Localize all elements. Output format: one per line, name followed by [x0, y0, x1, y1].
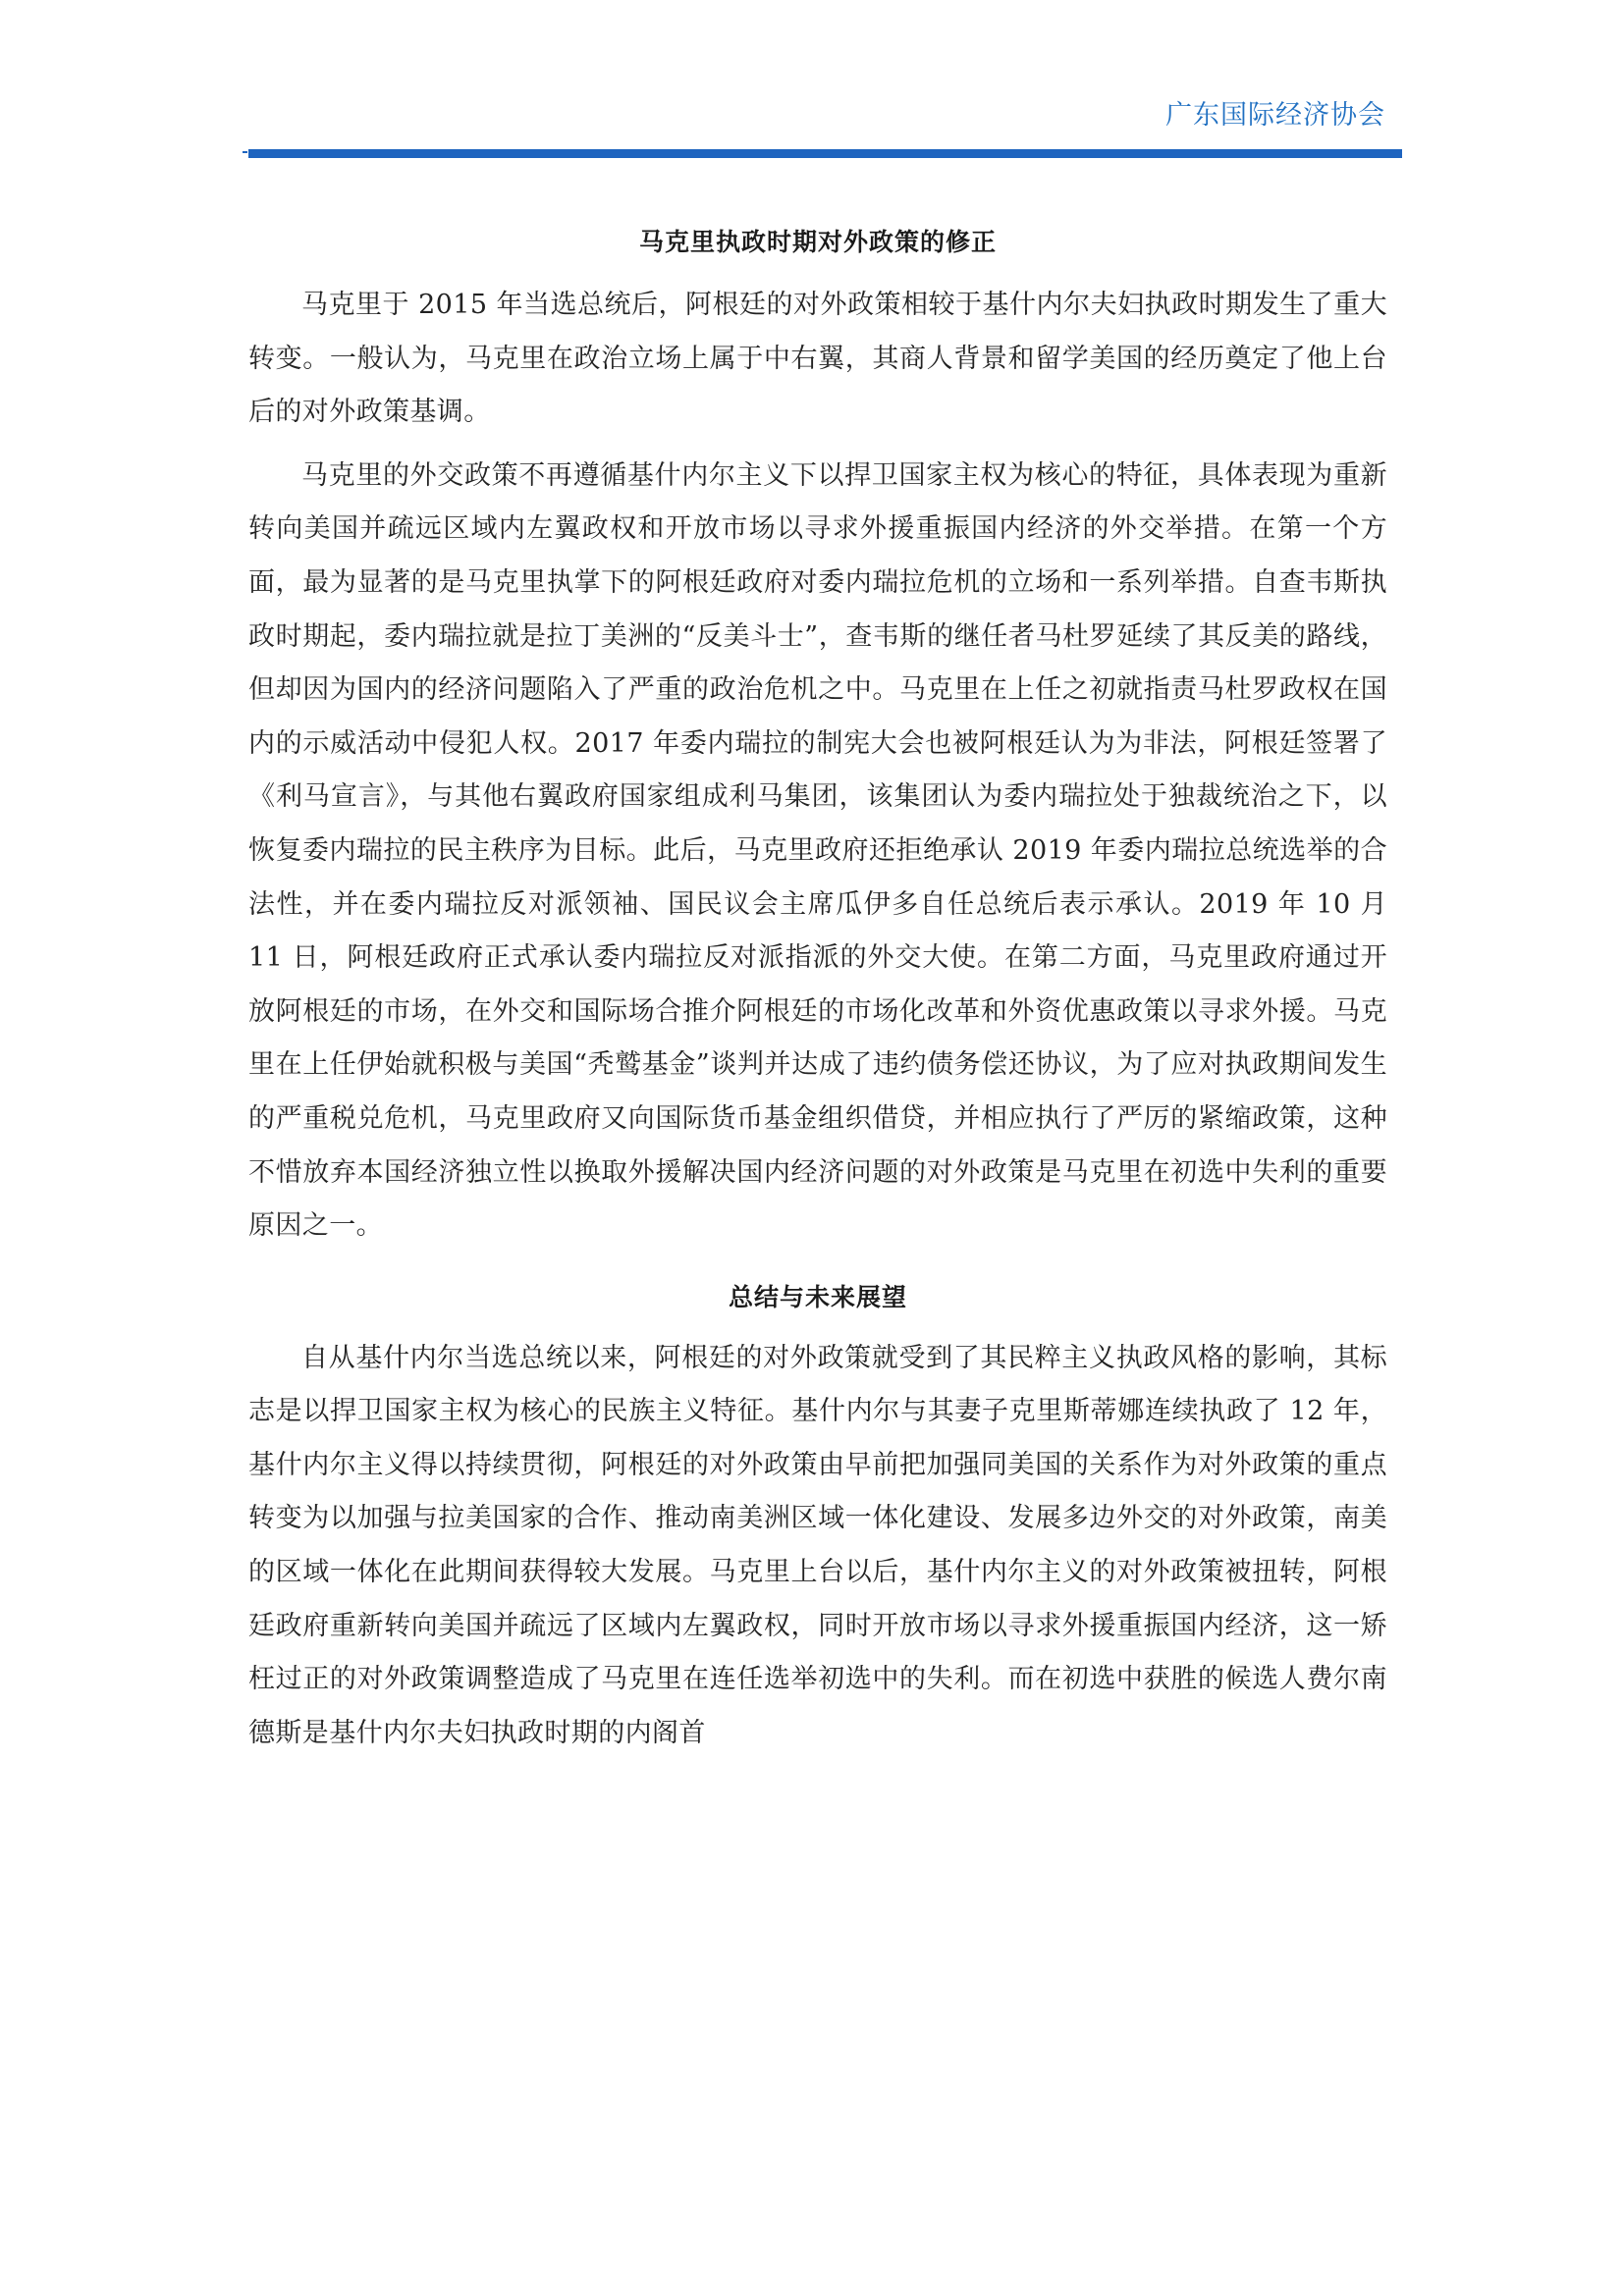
header-organization-name: 广东国际经济协会	[1165, 100, 1385, 131]
document-body	[248, 220, 1387, 1760]
section-title: 总结与未来展望	[728, 1282, 907, 1311]
section-summary-outlook	[248, 1275, 1387, 1761]
section-makri-foreign-policy	[248, 220, 1387, 1254]
paragraph: 马克里于 2015 年当选总统后，阿根廷的对外政策相较于基什内尔夫妇执政时期发生了重大转变。一般认为，马克里在政治立场上属于中右翼，其商人背景和留学美国的经历奠定了他上台后的对外政策基调。	[248, 290, 1387, 428]
header-divider	[248, 149, 1402, 158]
section-title: 马克里执政时期对外政策的修正	[638, 228, 997, 256]
paragraph: 自从基什内尔当选总统以来，阿根廷的对外政策就受到了其民粹主义执政风格的影响，其标志是以捍卫国家主权为核心的民族主义特征。基什内尔与其妻子克里斯蒂娜连续执政了 12 年，基什内尔主义得以持续贯彻，阿根廷的对外政策由早前把加强同美国的关系作为对外政策的重点转变为以加强与拉美国家的合作、推动南美洲区域一体化建设、发展多边外交的对外政策，南美的区域一体化在此期间获得较大发展。马克里上台以后，基什内尔主义的对外政策被扭转，阿根廷政府重新转向美国并疏远了区域内左翼政权，同时开放市场以寻求外援重振国内经济，这一矫枉过正的对外政策调整造成了马克里在连任选举初选中的失利。而在初选中获胜的候选人费尔南德斯是基什内尔夫妇执政时期的内阁首	[248, 1342, 1387, 1748]
paragraph: 马克里的外交政策不再遵循基什内尔主义下以捍卫国家主权为核心的特征，具体表现为重新转向美国并疏远区域内左翼政权和开放市场以寻求外援重振国内经济的外交举措。在第一个方面，最为显著的是马克里执掌下的阿根廷政府对委内瑞拉危机的立场和一系列举措。自查韦斯执政时期起，委内瑞拉就是拉丁美洲的“反美斗士”，查韦斯的继任者马杜罗延续了其反美的路线，但却因为国内的经济问题陷入了严重的政治危机之中。马克里在上任之初就指责马杜罗政权在国内的示威活动中侵犯人权。2017 年委内瑞拉的制宪大会也被阿根廷认为为非法，阿根廷签署了《利马宣言》，与其他右翼政府国家组成利马集团，该集团认为委内瑞拉处于独裁统治之下，以恢复委内瑞拉的民主秩序为目标。此后，马克里政府还拒绝承认 2019 年委内瑞拉总统选举的合法性，并在委内瑞拉反对派领袖、国民议会主席瓜伊多自任总统后表示承认。2019 年 10 月 11 日，阿根廷政府正式承认委内瑞拉反对派指派的外交大使。在第二方面，马克里政府通过开放阿根廷的市场，在外交和国际场合推介阿根廷的市场化改革和外资优惠政策以寻求外援。马克里在上任伊始就积极与美国“秃鹫基金”谈判并达成了违约债务偿还协议，为了应对执政期间发生的严重税兑危机，马克里政府又向国际货币基金组织借贷，并相应执行了严厉的紧缩政策，这种不惜放弃本国经济独立性以换取外援解决国内经济问题的对外政策是马克里在初选中失利的重要原因之一。	[248, 459, 1387, 1242]
header-rule-tick	[243, 151, 247, 153]
